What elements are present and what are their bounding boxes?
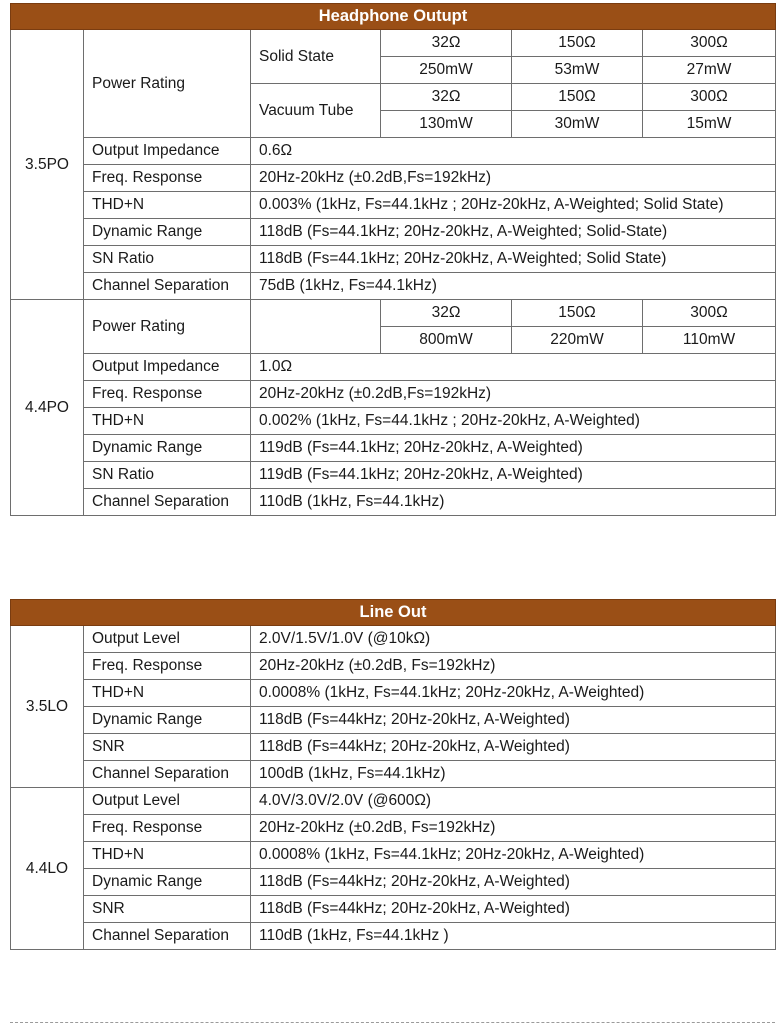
table-row — [11, 138, 776, 165]
spec-value: 20Hz-20kHz (±0.2dB, Fs=192kHz) — [251, 815, 776, 842]
spec-name: SNR — [84, 896, 251, 923]
spec-name: THD+N — [84, 192, 251, 219]
power-value: 220mW — [512, 327, 643, 354]
table-row — [11, 896, 776, 923]
spec-name: SN Ratio — [84, 462, 251, 489]
load-value: 150Ω — [512, 30, 643, 57]
power-value: 15mW — [643, 111, 776, 138]
table-row — [11, 842, 776, 869]
spec-value: 118dB (Fs=44.1kHz; 20Hz-20kHz, A-Weighted; Solid State) — [251, 246, 776, 273]
table-row — [11, 462, 776, 489]
spec-value: 0.002% (1kHz, Fs=44.1kHz ; 20Hz-20kHz, A-Weighted) — [251, 408, 776, 435]
spec-value: 0.003% (1kHz, Fs=44.1kHz ; 20Hz-20kHz, A-Weighted; Solid State) — [251, 192, 776, 219]
table-row — [11, 435, 776, 462]
spec-value: 100dB (1kHz, Fs=44.1kHz) — [251, 761, 776, 788]
spec-value: 4.0V/3.0V/2.0V (@600Ω) — [251, 788, 776, 815]
spec-value: 118dB (Fs=44.1kHz; 20Hz-20kHz, A-Weighted; Solid-State) — [251, 219, 776, 246]
spec-name: Channel Separation — [84, 489, 251, 516]
table-row — [11, 653, 776, 680]
spec-name: Freq. Response — [84, 815, 251, 842]
load-value: 150Ω — [512, 84, 643, 111]
spec-name: Channel Separation — [84, 923, 251, 950]
load-value: 300Ω — [643, 84, 776, 111]
table-row — [11, 165, 776, 192]
power-value: 30mW — [512, 111, 643, 138]
power-value: 27mW — [643, 57, 776, 84]
spec-value: 118dB (Fs=44kHz; 20Hz-20kHz, A-Weighted) — [251, 707, 776, 734]
spec-value: 0.6Ω — [251, 138, 776, 165]
amp-mode-vacuum-tube: Vacuum Tube — [251, 84, 381, 138]
power-value: 250mW — [381, 57, 512, 84]
spec-value: 75dB (1kHz, Fs=44.1kHz) — [251, 273, 776, 300]
spec-value: 0.0008% (1kHz, Fs=44.1kHz; 20Hz-20kHz, A-Weighted) — [251, 680, 776, 707]
spec-value: 20Hz-20kHz (±0.2dB, Fs=192kHz) — [251, 653, 776, 680]
spec-value: 20Hz-20kHz (±0.2dB,Fs=192kHz) — [251, 165, 776, 192]
spec-name: Dynamic Range — [84, 435, 251, 462]
amp-mode-empty — [251, 300, 381, 354]
table-row — [11, 192, 776, 219]
load-value: 300Ω — [643, 300, 776, 327]
table-row — [11, 381, 776, 408]
load-value: 32Ω — [381, 30, 512, 57]
table-row — [11, 246, 776, 273]
spec-value: 20Hz-20kHz (±0.2dB,Fs=192kHz) — [251, 381, 776, 408]
spec-value: 118dB (Fs=44kHz; 20Hz-20kHz, A-Weighted) — [251, 869, 776, 896]
spec-value: 0.0008% (1kHz, Fs=44.1kHz; 20Hz-20kHz, A-Weighted) — [251, 842, 776, 869]
table-row — [11, 923, 776, 950]
spec-name: Freq. Response — [84, 653, 251, 680]
spec-value: 1.0Ω — [251, 354, 776, 381]
spec-name: THD+N — [84, 408, 251, 435]
spec-name: Output Impedance — [84, 138, 251, 165]
line-out-table — [10, 599, 776, 950]
spec-name: Channel Separation — [84, 273, 251, 300]
power-value: 800mW — [381, 327, 512, 354]
spec-name: Dynamic Range — [84, 707, 251, 734]
spec-value: 119dB (Fs=44.1kHz; 20Hz-20kHz, A-Weighted) — [251, 435, 776, 462]
spec-name: SNR — [84, 734, 251, 761]
table-row — [11, 680, 776, 707]
table-row — [11, 273, 776, 300]
load-value: 32Ω — [381, 84, 512, 111]
spec-name: THD+N — [84, 680, 251, 707]
spec-name-power-rating: Power Rating — [84, 30, 251, 138]
spec-name: THD+N — [84, 842, 251, 869]
line-out-title: Line Out — [11, 600, 776, 626]
spec-name: Channel Separation — [84, 761, 251, 788]
table-row — [11, 489, 776, 516]
spec-name: Dynamic Range — [84, 869, 251, 896]
table-row — [11, 626, 776, 653]
bottom-divider — [10, 1022, 775, 1023]
spec-value: 110dB (1kHz, Fs=44.1kHz) — [251, 489, 776, 516]
table-row — [11, 815, 776, 842]
table-row — [11, 761, 776, 788]
spec-value: 2.0V/1.5V/1.0V (@10kΩ) — [251, 626, 776, 653]
table-row — [11, 408, 776, 435]
spec-name-power-rating: Power Rating — [84, 300, 251, 354]
spec-name: SN Ratio — [84, 246, 251, 273]
table-header-row — [11, 4, 776, 30]
amp-mode-solid-state: Solid State — [251, 30, 381, 84]
spec-name: Output Level — [84, 626, 251, 653]
group-label-3-5po: 3.5PO — [11, 30, 84, 300]
power-value: 130mW — [381, 111, 512, 138]
power-value: 110mW — [643, 327, 776, 354]
table-row — [11, 788, 776, 815]
table-row — [11, 869, 776, 896]
power-value: 53mW — [512, 57, 643, 84]
spec-value: 110dB (1kHz, Fs=44.1kHz ) — [251, 923, 776, 950]
group-label-3-5lo: 3.5LO — [11, 626, 84, 788]
table-row — [11, 707, 776, 734]
headphone-output-title: Headphone Outupt — [11, 4, 776, 30]
headphone-output-table — [10, 3, 776, 516]
group-label-4-4po: 4.4PO — [11, 300, 84, 516]
load-value: 32Ω — [381, 300, 512, 327]
group-label-4-4lo: 4.4LO — [11, 788, 84, 950]
table-row — [11, 300, 776, 327]
spec-name: Output Impedance — [84, 354, 251, 381]
spec-name: Dynamic Range — [84, 219, 251, 246]
table-row — [11, 354, 776, 381]
spec-value: 118dB (Fs=44kHz; 20Hz-20kHz, A-Weighted) — [251, 896, 776, 923]
table-row — [11, 734, 776, 761]
spec-name: Output Level — [84, 788, 251, 815]
spec-name: Freq. Response — [84, 381, 251, 408]
table-row — [11, 219, 776, 246]
table-row — [11, 30, 776, 57]
spec-name: Freq. Response — [84, 165, 251, 192]
load-value: 300Ω — [643, 30, 776, 57]
load-value: 150Ω — [512, 300, 643, 327]
spec-value: 118dB (Fs=44kHz; 20Hz-20kHz, A-Weighted) — [251, 734, 776, 761]
table-header-row — [11, 600, 776, 626]
spec-value: 119dB (Fs=44.1kHz; 20Hz-20kHz, A-Weighted) — [251, 462, 776, 489]
